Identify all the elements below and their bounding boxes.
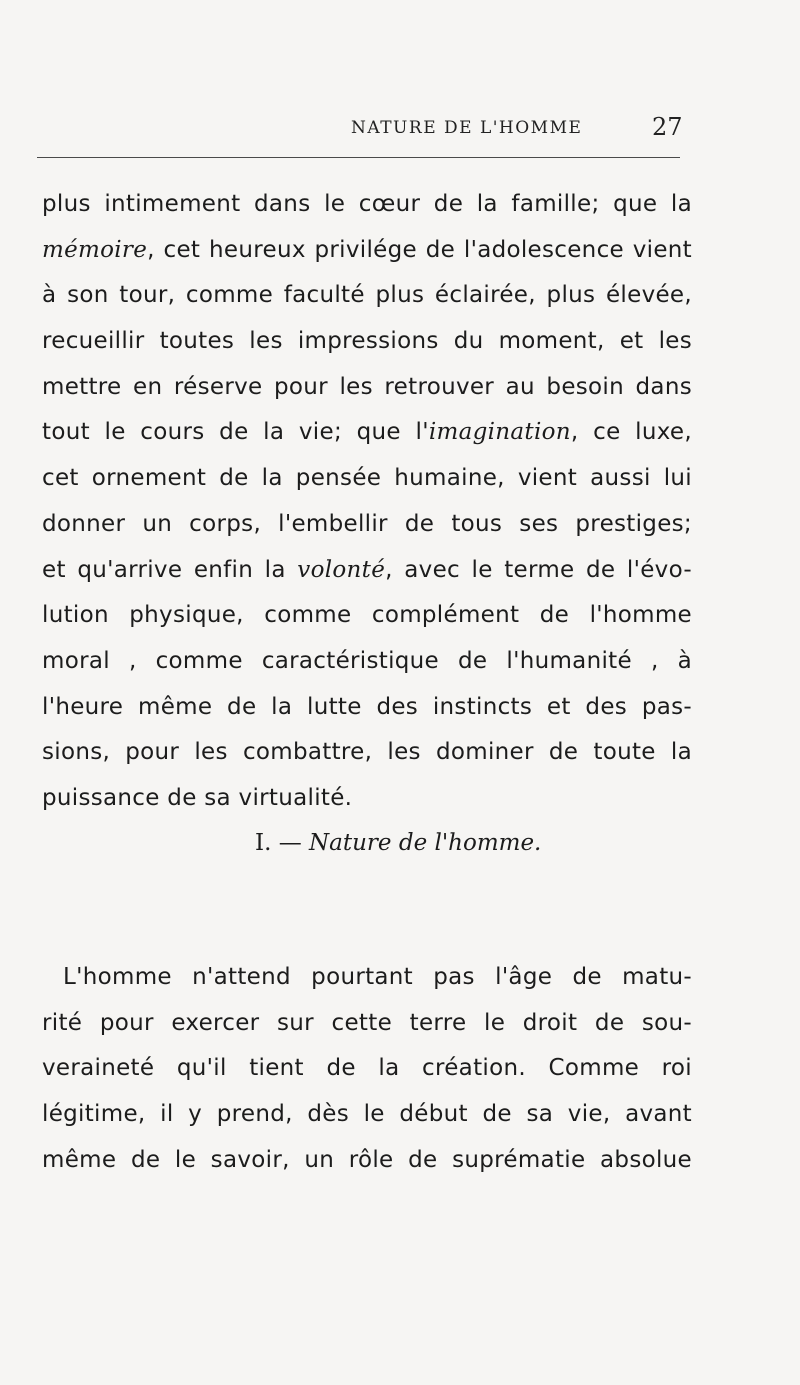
text-line xyxy=(42,593,692,639)
text-span: recueillir toutes les impressions du moment, et les xyxy=(42,328,692,355)
text-line xyxy=(42,228,692,274)
text-span: tout le cours de la vie; que l' xyxy=(42,419,429,446)
text-line xyxy=(42,319,692,365)
text-line xyxy=(42,730,692,776)
text-span: et qu'arrive enfin la xyxy=(42,556,298,583)
text-span: , avec le terme de l'évo- xyxy=(385,556,692,583)
text-line xyxy=(42,685,692,731)
text-line xyxy=(42,1092,692,1138)
text-line xyxy=(42,365,692,411)
text-span: moral , comme caractéristique de l'humanité , à xyxy=(42,647,692,674)
text-line xyxy=(42,273,692,319)
italic-term: imagination xyxy=(428,419,571,446)
text-line xyxy=(42,410,692,456)
text-span: , ce luxe, xyxy=(570,419,692,446)
text-line xyxy=(42,1138,692,1184)
text-span: cet ornement de la pensée humaine, vient aussi lui xyxy=(42,465,692,492)
header-rule xyxy=(37,157,680,158)
page-number: 27 xyxy=(652,113,683,141)
text-line xyxy=(42,502,692,548)
text-line xyxy=(42,639,692,685)
text-span: veraineté qu'il tient de la création. Comme roi xyxy=(42,1055,692,1082)
text-line xyxy=(42,955,692,1001)
text-span: sions, pour les combattre, les dominer de toute la xyxy=(42,739,692,766)
text-span: plus intimement dans le cœur de la famille; que la xyxy=(42,191,692,217)
text-span: puissance de sa virtualité. xyxy=(42,784,353,811)
text-span: rité pour exercer sur cette terre le droit de sou- xyxy=(42,1009,692,1036)
text-line xyxy=(42,456,692,502)
text-span: à son tour, comme faculté plus éclairée, plus élevée, xyxy=(42,282,692,309)
italic-term: mémoire xyxy=(42,236,148,263)
text-span: donner un corps, l'embellir de tous ses prestiges; xyxy=(42,510,692,537)
text-span: l'heure même de la lutte des instincts et des pas- xyxy=(42,693,692,720)
text-line xyxy=(42,1046,692,1092)
page-header xyxy=(0,113,800,148)
running-title: NATURE DE L'HOMME xyxy=(351,118,583,138)
text-line xyxy=(42,1001,692,1047)
paragraph-1 xyxy=(42,182,692,822)
text-span: mettre en réserve pour les retrouver au besoin dans xyxy=(42,373,692,400)
section-heading xyxy=(255,830,541,856)
text-line xyxy=(42,776,692,822)
text-line xyxy=(42,548,692,594)
text-span: L'homme n'attend pourtant pas l'âge de matu- xyxy=(63,964,692,990)
section-number: I. — xyxy=(255,830,310,856)
text-span: lution physique, comme complément de l'homme xyxy=(42,602,692,629)
section-title: Nature de l'homme. xyxy=(309,830,542,856)
text-line xyxy=(42,182,692,228)
text-span: même de le savoir, un rôle de suprématie absolue xyxy=(42,1146,692,1173)
italic-term: volonté xyxy=(297,556,386,583)
paragraph-2 xyxy=(42,955,692,1183)
text-span: légitime, il y prend, dès le début de sa vie, avant xyxy=(42,1101,692,1128)
text-span: , cet heureux privilége de l'adolescence vient xyxy=(147,236,692,263)
